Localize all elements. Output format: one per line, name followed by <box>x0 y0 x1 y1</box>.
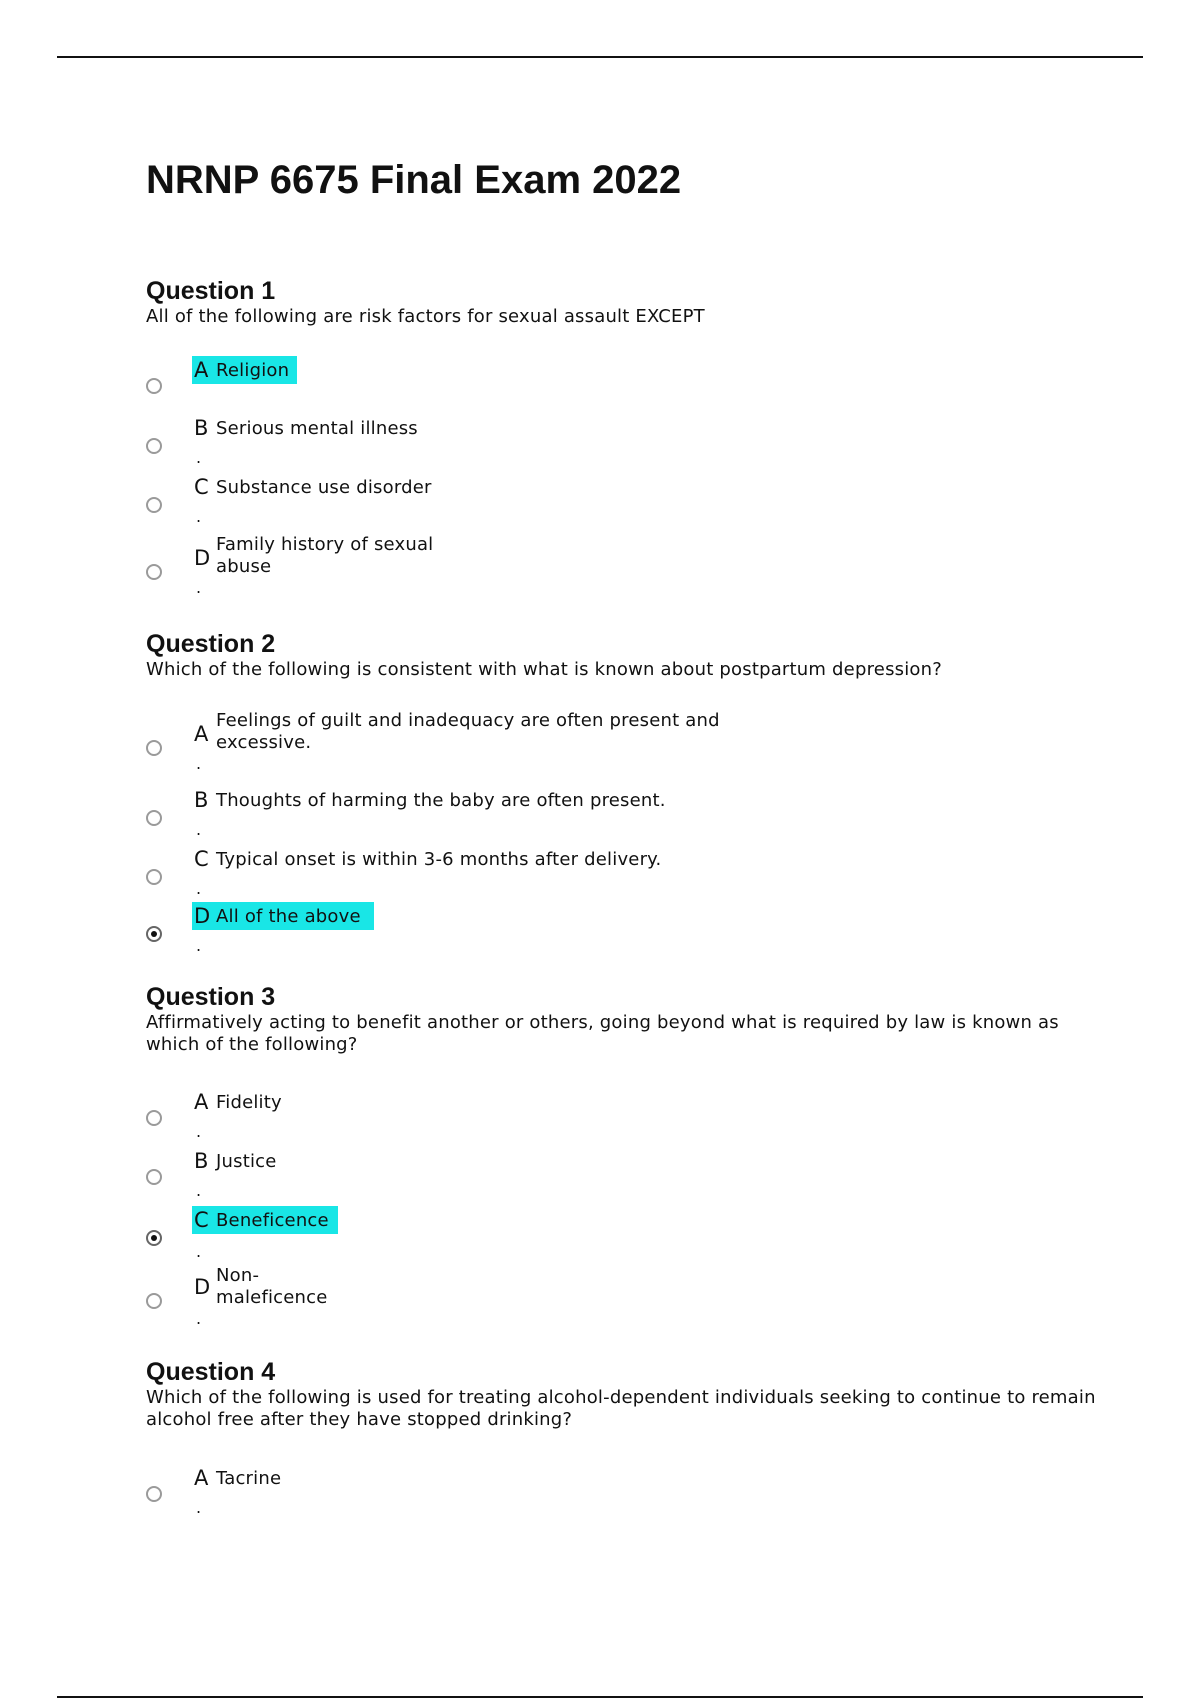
option-dot: . <box>196 1122 202 1141</box>
option-dot: . <box>196 578 202 597</box>
option-letter: C <box>194 475 209 499</box>
question-2 <box>146 629 1096 681</box>
option-text: Thoughts of harming the baby are often present. <box>216 790 666 811</box>
option-dot: . <box>196 1242 202 1261</box>
radio-button-selected[interactable] <box>146 926 162 942</box>
option-letter: C <box>194 847 209 871</box>
q3-option-d[interactable] <box>146 1265 1046 1328</box>
radio-button[interactable] <box>146 740 162 756</box>
option-letter: A <box>194 1466 209 1490</box>
radio-button[interactable] <box>146 1169 162 1185</box>
option-letter: A <box>194 722 209 746</box>
option-letter: A <box>194 358 209 382</box>
page-title: NRNP 6675 Final Exam 2022 <box>146 158 682 202</box>
option-letter: D <box>194 1275 211 1299</box>
option-text: Serious mental illness <box>216 418 418 439</box>
q4-option-a[interactable] <box>146 1464 1046 1520</box>
question-title: Question 2 <box>146 630 276 658</box>
radio-button[interactable] <box>146 438 162 454</box>
radio-button[interactable] <box>146 564 162 580</box>
option-text: Feelings of guilt and inadequacy are often present and excessive. <box>216 710 720 753</box>
question-title: Question 1 <box>146 277 276 305</box>
radio-button[interactable] <box>146 378 162 394</box>
question-text: All of the following are risk factors for sexual assault EXCEPT <box>146 306 705 327</box>
option-letter: D <box>194 904 211 928</box>
question-text: Affirmatively acting to benefit another or others, going beyond what is required by law is known as which of the following? <box>146 1012 1059 1055</box>
q3-option-a[interactable] <box>146 1088 1046 1144</box>
option-text: Family history of sexual abuse <box>216 534 434 577</box>
q3-option-b[interactable] <box>146 1147 1046 1203</box>
option-letter: B <box>194 788 209 812</box>
option-dot: . <box>196 507 202 526</box>
option-dot: . <box>196 879 202 898</box>
option-text: Non- maleficence <box>216 1265 328 1308</box>
top-rule <box>57 56 1143 58</box>
q2-option-d[interactable] <box>146 902 1046 958</box>
q2-option-c[interactable] <box>146 845 1046 901</box>
q2-option-a[interactable] <box>146 710 1046 773</box>
option-text: Religion <box>216 360 290 381</box>
radio-button[interactable] <box>146 810 162 826</box>
radio-button[interactable] <box>146 497 162 513</box>
option-text: Justice <box>216 1151 277 1172</box>
option-text: All of the above <box>216 906 361 927</box>
radio-button[interactable] <box>146 869 162 885</box>
option-dot: . <box>196 1181 202 1200</box>
option-letter: D <box>194 546 211 570</box>
option-letter: A <box>194 1090 209 1114</box>
q1-option-b[interactable] <box>146 414 1046 470</box>
question-3 <box>146 982 1096 1056</box>
bottom-rule <box>57 1696 1143 1698</box>
option-text: Typical onset is within 3-6 months after delivery. <box>216 849 662 870</box>
q1-option-d[interactable] <box>146 534 1046 597</box>
q2-option-b[interactable] <box>146 786 1046 842</box>
question-text: Which of the following is consistent with what is known about postpartum depression? <box>146 659 942 680</box>
question-4 <box>146 1357 1096 1431</box>
option-dot: . <box>196 754 202 773</box>
radio-button[interactable] <box>146 1293 162 1309</box>
option-dot: . <box>196 936 202 955</box>
option-dot: . <box>196 1309 202 1328</box>
radio-button-selected[interactable] <box>146 1230 162 1246</box>
q1-option-a[interactable] <box>146 356 1046 412</box>
q1-option-c[interactable] <box>146 473 1046 529</box>
option-dot: . <box>196 820 202 839</box>
q3-option-c[interactable] <box>146 1206 1046 1262</box>
option-text: Tacrine <box>216 1468 282 1489</box>
radio-button[interactable] <box>146 1110 162 1126</box>
option-dot: . <box>196 448 202 467</box>
option-text: Fidelity <box>216 1092 282 1113</box>
question-1 <box>146 276 1096 328</box>
option-letter: B <box>194 416 209 440</box>
question-text: Which of the following is used for treating alcohol-dependent individuals seeking to continue to remain alcohol free after they have stopped drinking? <box>146 1387 1096 1430</box>
radio-button[interactable] <box>146 1486 162 1502</box>
option-text: Beneficence <box>216 1210 329 1231</box>
question-title: Question 4 <box>146 1358 276 1386</box>
option-text: Substance use disorder <box>216 477 432 498</box>
option-dot: . <box>196 1498 202 1517</box>
option-letter: B <box>194 1149 209 1173</box>
question-title: Question 3 <box>146 983 276 1011</box>
option-letter: C <box>194 1208 209 1232</box>
